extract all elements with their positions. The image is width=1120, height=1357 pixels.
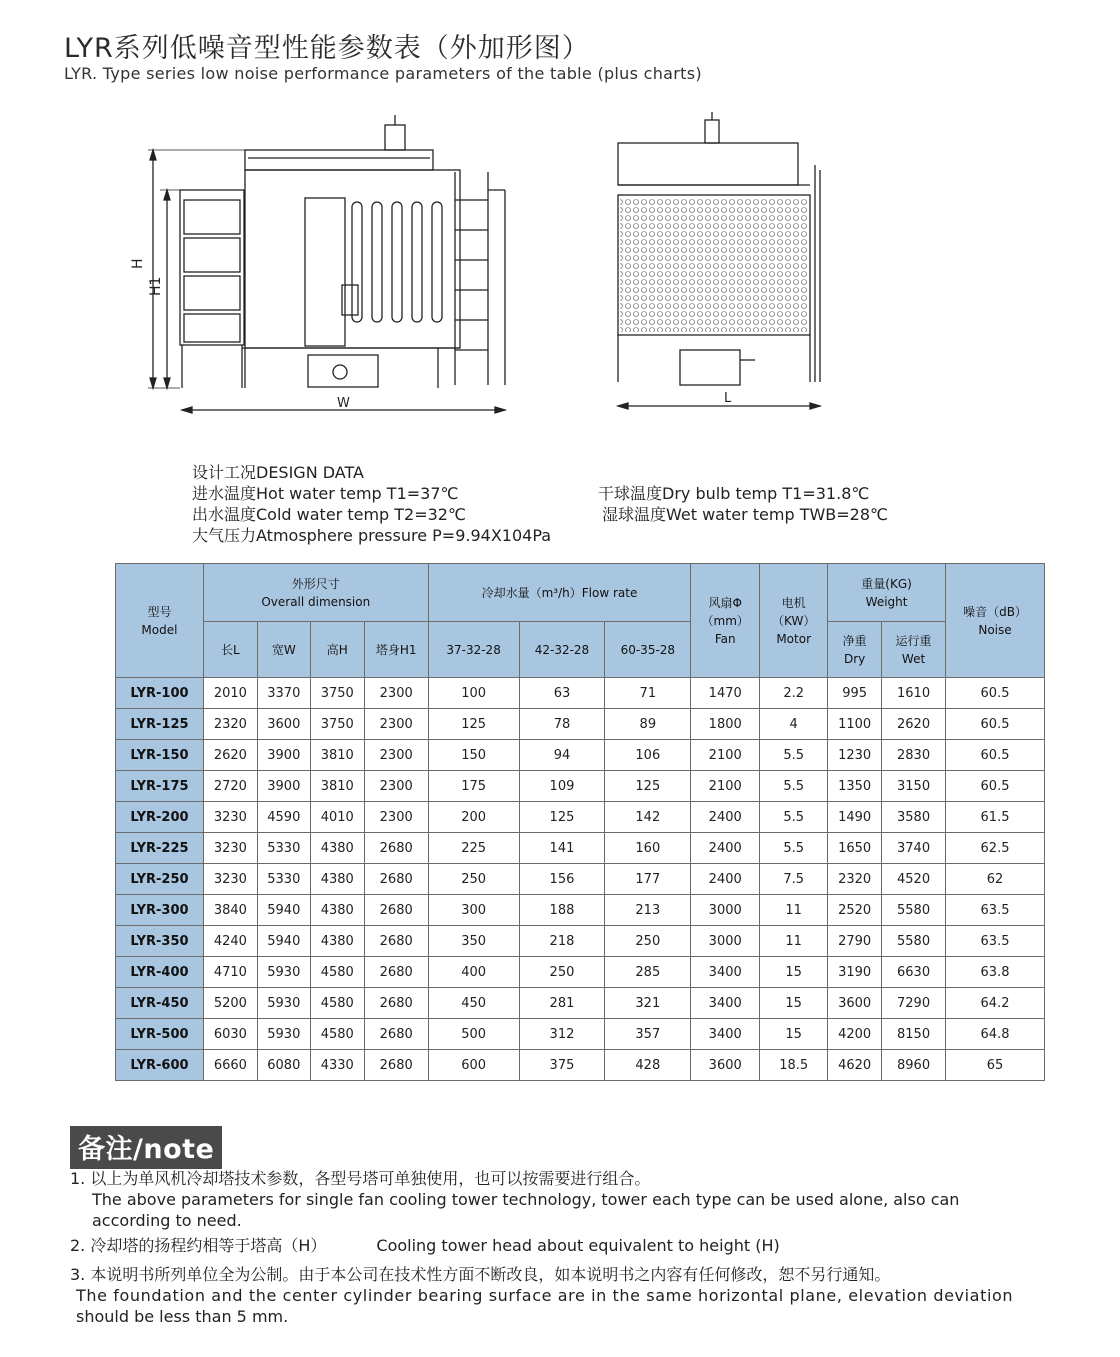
table-cell: 281 [519,988,605,1019]
table-cell: 125 [428,709,519,740]
table-cell: 321 [605,988,691,1019]
table-cell: 7.5 [760,864,828,895]
table-cell: 175 [428,771,519,802]
table-cell: 78 [519,709,605,740]
table-cell: 4380 [310,895,364,926]
table-cell: 3400 [691,957,760,988]
table-cell: 3900 [257,740,310,771]
table-cell: 2680 [364,988,428,1019]
table-cell: 4620 [828,1050,882,1081]
notes-list [70,1168,1070,1327]
design-pressure: 大气压力Atmosphere pressure P=9.94X104Pa [192,526,552,545]
table-cell: 2300 [364,678,428,709]
table-cell: 5200 [203,988,257,1019]
table-cell: 65 [946,1050,1045,1081]
header-flow-1: 37-32-28 [428,622,519,678]
side-view-drawing [148,115,505,413]
table-cell: 5940 [257,926,310,957]
design-cold-water: 出水温度Cold water temp T2=32℃ [192,505,466,524]
header-fan-en: Fan [714,631,736,646]
table-cell: 6080 [257,1050,310,1081]
table-cell: 3600 [828,988,882,1019]
row-model-cell: LYR-175 [116,771,204,802]
table-cell: 450 [428,988,519,1019]
table-cell: 142 [605,802,691,833]
table-cell: 2400 [691,802,760,833]
table-cell: 3600 [691,1050,760,1081]
header-weight-cn: 重量(KG) [861,576,912,591]
table-cell: 3740 [882,833,946,864]
note-1-en: The above parameters for single fan cooling tower technology, tower each type can be used alone, also can [92,1190,960,1209]
table-cell: 2520 [828,895,882,926]
table-cell: 1350 [828,771,882,802]
table-row [116,1019,1045,1050]
table-cell: 2680 [364,926,428,957]
table-cell: 3840 [203,895,257,926]
table-cell: 4 [760,709,828,740]
table-cell: 61.5 [946,802,1045,833]
header-wet-cn: 运行重 [895,633,932,648]
table-cell: 6660 [203,1050,257,1081]
table-cell: 2010 [203,678,257,709]
table-cell: 600 [428,1050,519,1081]
table-cell: 357 [605,1019,691,1050]
table-row [116,895,1045,926]
header-wet-en: Wet [901,651,926,666]
table-cell: 5940 [257,895,310,926]
table-cell: 4520 [882,864,946,895]
table-cell: 5330 [257,864,310,895]
table-cell: 2680 [364,1050,428,1081]
table-cell: 400 [428,957,519,988]
dim-label-l: L [724,391,732,406]
header-flow-3: 60-35-28 [605,622,691,678]
header-motor [760,564,828,678]
design-data-left [192,462,551,546]
page-title: LYR系列低噪音型性能参数表（外加形图） [64,33,590,64]
table-cell: 2400 [691,864,760,895]
table-cell: 500 [428,1019,519,1050]
note-3-cn: 3. 本说明书所列单位全为公制。由于本公司在技术性方面不断改良，如本说明书之内容有任何修改，恕不另行通知。 [70,1265,891,1284]
table-cell: 4380 [310,926,364,957]
table-cell: 2830 [882,740,946,771]
table-cell: 1800 [691,709,760,740]
table-cell: 2680 [364,957,428,988]
table-cell: 6030 [203,1019,257,1050]
header-weight [828,564,946,622]
header-flow-2: 42-32-28 [519,622,605,678]
table-cell: 3230 [203,833,257,864]
header-overall-cn: 外形尺寸 [291,576,340,591]
table-cell: 4590 [257,802,310,833]
table-cell: 3400 [691,988,760,1019]
table-cell: 2300 [364,740,428,771]
dim-label-w: W [337,396,350,411]
header-width: 宽W [257,622,310,678]
table-cell: 4580 [310,957,364,988]
table-cell: 4580 [310,1019,364,1050]
table-cell: 3810 [310,740,364,771]
table-cell: 150 [428,740,519,771]
table-cell: 177 [605,864,691,895]
table-cell: 3230 [203,864,257,895]
table-cell: 89 [605,709,691,740]
design-data-right [598,483,888,525]
table-cell: 71 [605,678,691,709]
table-row [116,740,1045,771]
dim-label-h1: H1 [148,276,164,296]
table-cell: 141 [519,833,605,864]
table-cell: 156 [519,864,605,895]
header-fan-cn: 风扇Φ [708,595,742,610]
table-cell: 60.5 [946,771,1045,802]
row-model-cell: LYR-225 [116,833,204,864]
table-cell: 3190 [828,957,882,988]
note-badge: 备注/note [70,1126,222,1169]
table-cell: 106 [605,740,691,771]
table-cell: 5930 [257,988,310,1019]
table-cell: 125 [605,771,691,802]
table-cell: 2100 [691,740,760,771]
header-flow: 冷却水量（m³/h）Flow rate [428,564,691,622]
row-model-cell: LYR-150 [116,740,204,771]
header-motor-unit: （KW） [772,613,816,628]
table-cell: 2320 [828,864,882,895]
row-model-cell: LYR-300 [116,895,204,926]
table-cell: 94 [519,740,605,771]
table-row [116,709,1045,740]
table-cell: 4380 [310,864,364,895]
table-cell: 3000 [691,926,760,957]
table-cell: 188 [519,895,605,926]
table-cell: 5.5 [760,771,828,802]
table-cell: 5930 [257,957,310,988]
row-model-cell: LYR-400 [116,957,204,988]
table-cell: 4200 [828,1019,882,1050]
table-cell: 8960 [882,1050,946,1081]
table-cell: 125 [519,802,605,833]
table-cell: 2620 [882,709,946,740]
table-cell: 3580 [882,802,946,833]
table-cell: 15 [760,957,828,988]
design-hot-water: 进水温度Hot water temp T1=37℃ [192,484,459,503]
table-cell: 62.5 [946,833,1045,864]
table-cell: 8150 [882,1019,946,1050]
table-cell: 2720 [203,771,257,802]
header-wet [882,622,946,678]
header-dry-en: Dry [843,651,866,666]
table-cell: 250 [428,864,519,895]
design-heading: 设计工况DESIGN DATA [192,463,364,482]
table-cell: 375 [519,1050,605,1081]
table-cell: 3150 [882,771,946,802]
table-cell: 1230 [828,740,882,771]
table-cell: 5580 [882,895,946,926]
table-cell: 250 [605,926,691,957]
header-body-height: 塔身H1 [364,622,428,678]
row-model-cell: LYR-350 [116,926,204,957]
table-cell: 225 [428,833,519,864]
table-cell: 4380 [310,833,364,864]
table-cell: 5580 [882,926,946,957]
table-cell: 63 [519,678,605,709]
table-cell: 60.5 [946,740,1045,771]
table-cell: 3370 [257,678,310,709]
table-cell: 300 [428,895,519,926]
table-cell: 3600 [257,709,310,740]
table-cell: 60.5 [946,678,1045,709]
row-model-cell: LYR-125 [116,709,204,740]
page-subtitle: LYR. Type series low noise performance parameters of the table (plus charts) [64,64,702,83]
note-1-en-cont: according to need. [92,1211,242,1230]
header-model-cn: 型号 [147,604,172,619]
header-noise-en: Noise [978,622,1012,637]
row-model-cell: LYR-600 [116,1050,204,1081]
table-cell: 1100 [828,709,882,740]
table-cell: 218 [519,926,605,957]
row-model-cell: LYR-450 [116,988,204,1019]
table-cell: 2790 [828,926,882,957]
table-cell: 428 [605,1050,691,1081]
table-cell: 62 [946,864,1045,895]
table-row [116,678,1045,709]
table-row [116,833,1045,864]
header-motor-cn: 电机 [781,595,806,610]
table-cell: 1470 [691,678,760,709]
table-cell: 5.5 [760,802,828,833]
table-cell: 4710 [203,957,257,988]
table-cell: 15 [760,988,828,1019]
table-cell: 6630 [882,957,946,988]
table-cell: 285 [605,957,691,988]
table-cell: 5330 [257,833,310,864]
table-cell: 3400 [691,1019,760,1050]
table-cell: 2680 [364,1019,428,1050]
table-cell: 5.5 [760,833,828,864]
note-2-en: Cooling tower head about equivalent to height (H) [376,1236,780,1255]
table-cell: 200 [428,802,519,833]
table-cell: 2.2 [760,678,828,709]
table-cell: 350 [428,926,519,957]
table-cell: 2680 [364,864,428,895]
design-dry-bulb: 干球温度Dry bulb temp T1=31.8℃ [598,484,870,503]
table-cell: 1610 [882,678,946,709]
table-cell: 995 [828,678,882,709]
table-cell: 4240 [203,926,257,957]
table-cell: 64.2 [946,988,1045,1019]
table-body [116,678,1045,1081]
table-cell: 1650 [828,833,882,864]
table-row [116,926,1045,957]
note-3-en: The foundation and the center cylinder bearing surface are in the same horizontal plane, elevation deviation [76,1286,1014,1305]
header-fan [691,564,760,678]
tower-drawings [120,110,840,430]
table-cell: 4580 [310,988,364,1019]
header-weight-en: Weight [865,594,908,609]
table-cell: 3750 [310,709,364,740]
front-view-drawing [618,112,820,409]
row-model-cell: LYR-500 [116,1019,204,1050]
table-cell: 11 [760,926,828,957]
table-cell: 11 [760,895,828,926]
table-cell: 5930 [257,1019,310,1050]
table-cell: 312 [519,1019,605,1050]
row-model-cell: LYR-200 [116,802,204,833]
table-cell: 60.5 [946,709,1045,740]
table-row [116,864,1045,895]
table-cell: 2680 [364,833,428,864]
table-cell: 213 [605,895,691,926]
header-noise-cn: 噪音（dB） [963,604,1027,619]
header-overall [203,564,428,622]
header-noise [946,564,1045,678]
header-dry [828,622,882,678]
table-cell: 2620 [203,740,257,771]
table-cell: 2400 [691,833,760,864]
table-cell: 63.5 [946,926,1045,957]
design-wet-bulb: 湿球温度Wet water temp TWB=28℃ [602,505,889,524]
table-cell: 7290 [882,988,946,1019]
table-cell: 63.5 [946,895,1045,926]
table-row [116,988,1045,1019]
header-model-en: Model [141,622,178,637]
table-cell: 100 [428,678,519,709]
table-cell: 3230 [203,802,257,833]
table-cell: 2320 [203,709,257,740]
table-cell: 109 [519,771,605,802]
header-dry-cn: 净重 [842,633,867,648]
table-cell: 2100 [691,771,760,802]
row-model-cell: LYR-100 [116,678,204,709]
table-cell: 2680 [364,895,428,926]
table-cell: 1490 [828,802,882,833]
table-cell: 160 [605,833,691,864]
header-overall-en: Overall dimension [261,594,371,609]
header-model [116,564,204,678]
header-length: 长L [203,622,257,678]
table-cell: 2300 [364,802,428,833]
note-3-en-cont: should be less than 5 mm. [76,1307,289,1326]
table-cell: 4010 [310,802,364,833]
table-cell: 3750 [310,678,364,709]
table-row [116,1050,1045,1081]
table-cell: 2300 [364,709,428,740]
header-motor-en: Motor [776,631,812,646]
table-cell: 4330 [310,1050,364,1081]
note-2 [70,1235,1070,1256]
table-cell: 3900 [257,771,310,802]
table-cell: 64.8 [946,1019,1045,1050]
table-cell: 3000 [691,895,760,926]
table-cell: 250 [519,957,605,988]
table-row [116,802,1045,833]
table-row [116,957,1045,988]
header-height: 高H [310,622,364,678]
note-2-cn: 2. 冷却塔的扬程约相等于塔高（H） [70,1236,327,1255]
dim-label-h: H [130,258,146,269]
performance-table [115,563,1045,1081]
row-model-cell: LYR-250 [116,864,204,895]
note-1-cn: 1. 以上为单风机冷却塔技术参数，各型号塔可单独使用，也可以按需要进行组合。 [70,1169,651,1188]
table-cell: 18.5 [760,1050,828,1081]
table-cell: 3810 [310,771,364,802]
table-cell: 15 [760,1019,828,1050]
table-cell: 5.5 [760,740,828,771]
table-cell: 2300 [364,771,428,802]
table-cell: 63.8 [946,957,1045,988]
table-row [116,771,1045,802]
header-fan-unit: （mm） [701,613,749,628]
